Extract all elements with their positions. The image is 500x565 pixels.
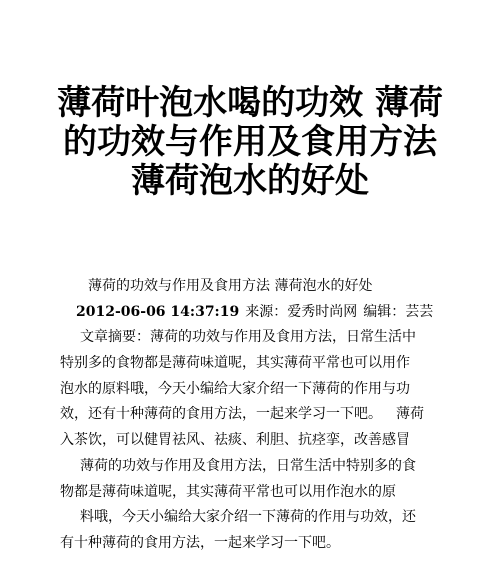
paragraph-line: 料哦，今天小编给大家介绍一下薄荷的作用与功效，还 xyxy=(80,509,416,526)
article-subtitle: 薄荷的功效与作用及食用方法 薄荷泡水的好处 xyxy=(88,278,373,294)
paragraph-line xyxy=(60,402,440,428)
article-source: 来源：爱秀时尚网 xyxy=(245,303,358,320)
title-line-3: 薄荷泡水的好处 xyxy=(131,161,369,201)
title-line-1: 薄荷叶泡水喝的功效 薄荷 xyxy=(57,83,443,123)
paragraph-text: 薄荷 xyxy=(396,406,424,423)
paragraph-line: 有十种薄荷的食用方法，一起来学习一下吧。 xyxy=(60,534,340,551)
document-title xyxy=(0,84,500,201)
title-line-2: 的功效与作用及食用方法 xyxy=(63,122,437,162)
paragraph-line: 特别多的食物都是薄荷味道呢，其实薄荷平常也可以用作 xyxy=(60,355,410,372)
paragraph-line: 泡水的原料哦，今天小编给大家介绍一下薄荷的作用与功 xyxy=(60,380,410,397)
article-body xyxy=(60,274,440,557)
publish-date: 2012-06-06 14:37:19 xyxy=(76,303,240,320)
paragraph-text: 效，还有十种薄荷的食用方法，一起来学习一下吧。 xyxy=(60,406,382,423)
article-meta xyxy=(60,300,440,326)
paragraph-line: 入茶饮，可以健胃祛风、祛痰、利胆、抗痉挛，改善感冒 xyxy=(60,432,410,449)
paragraph-line: 文章摘要：薄荷的功效与作用及食用方法，日常生活中 xyxy=(80,329,416,346)
paragraph-line: 薄荷的功效与作用及食用方法，日常生活中特别多的食 xyxy=(80,457,416,474)
paragraph-line: 物都是薄荷味道呢，其实薄荷平常也可以用作泡水的原 xyxy=(60,483,396,500)
article-editor: 编辑：芸芸 xyxy=(363,303,434,320)
